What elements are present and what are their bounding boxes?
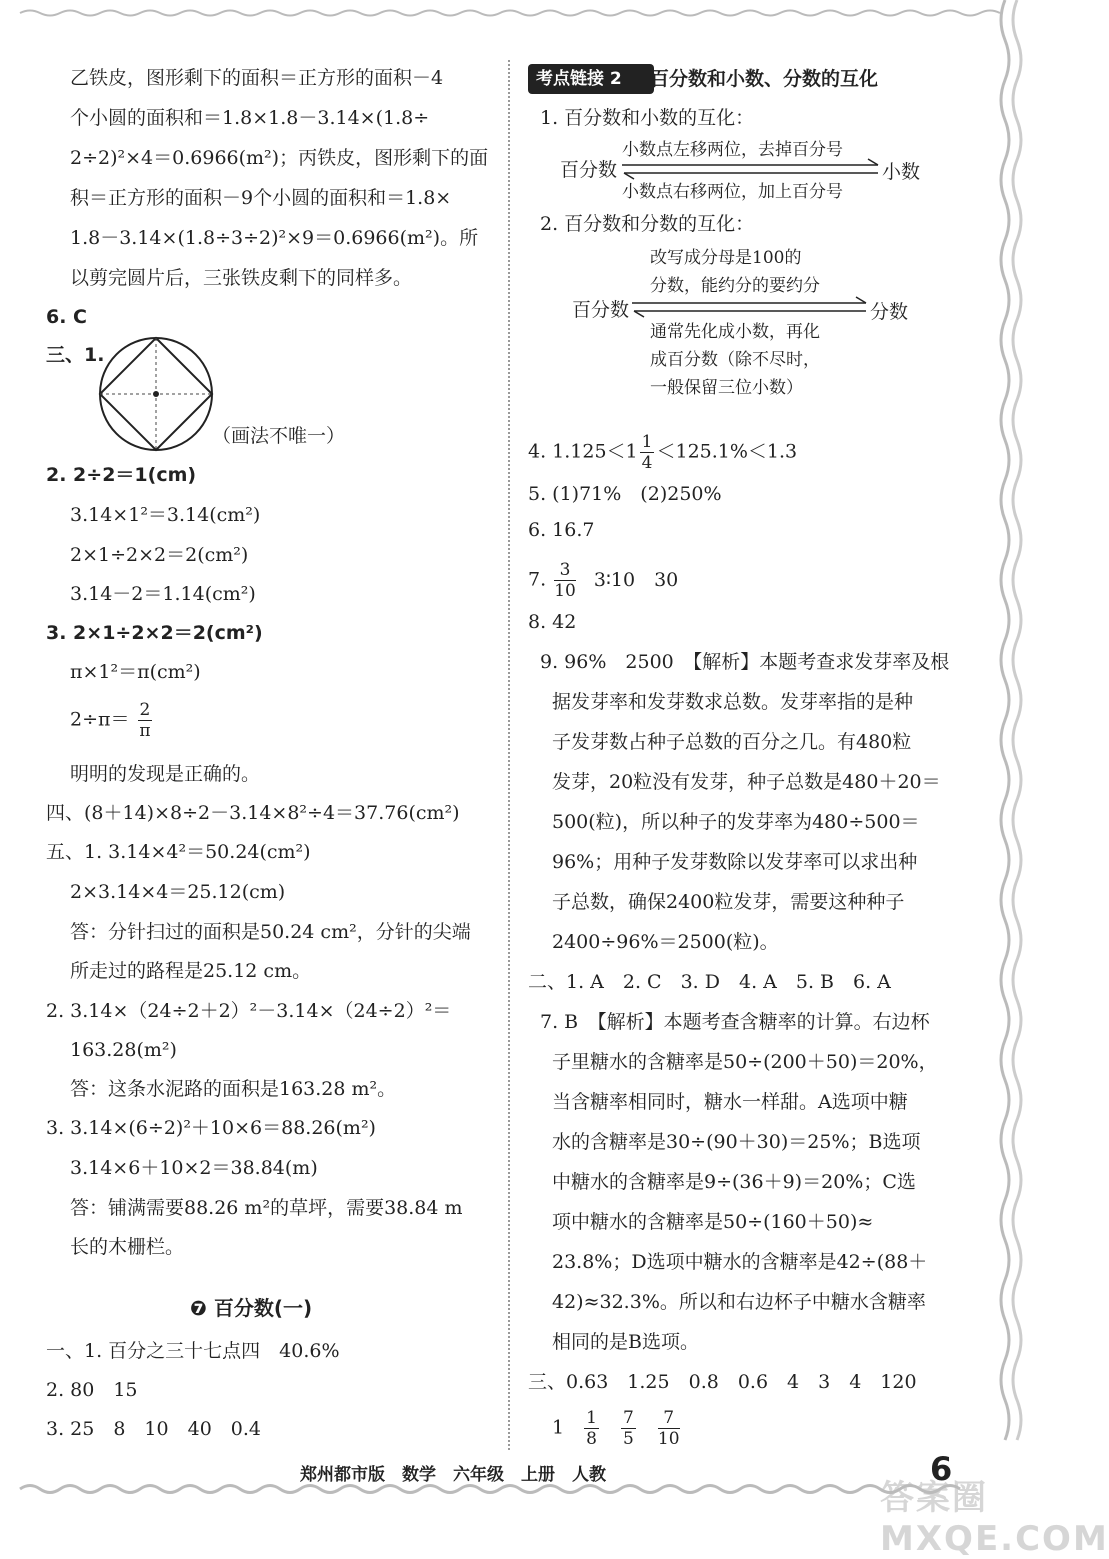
q4-fraction	[640, 432, 655, 473]
section-5-q3-line-4: 长的木栅栏。	[70, 1236, 185, 1258]
r-q6: 6. 16.7	[528, 519, 595, 541]
s3-f3-num: 7	[658, 1408, 680, 1429]
r-q27-line-9: 相同的是B选项。	[552, 1331, 699, 1353]
section-5-q2-line-3: 答：这条水泥路的面积是163.28 m²。	[70, 1078, 397, 1100]
s3-f2-den: 5	[623, 1429, 634, 1449]
double-arrow-icon-2	[630, 296, 870, 320]
arrow2-label-2: 分数，能约分的要约分	[650, 276, 820, 296]
section-5-q1-line-1: 五、1. 3.14×4²＝50.24(cm²)	[46, 841, 311, 863]
decimal-label: 小数	[882, 161, 921, 183]
section-5-q3-line-1: 3. 3.14×(6÷2)²＋10×6＝88.26(m²)	[46, 1117, 376, 1139]
column-divider	[508, 60, 510, 1450]
section-5-q3-line-2: 3.14×6＋10×2＝38.84(m)	[70, 1157, 318, 1179]
arrow-label-left-shift: 小数点左移两位，去掉百分号	[622, 140, 843, 160]
arrow2-label-4: 成百分数（除不尽时，	[650, 350, 820, 370]
r-q27-line-6: 项中糖水的含糖率是50÷(160＋50)≈	[552, 1211, 874, 1233]
left-line-5: 1.8－3.14×(1.8÷3÷2)²×9＝0.6966(m²)。所	[70, 227, 479, 249]
percent-label: 百分数	[560, 159, 618, 181]
circle-square-figure	[98, 336, 214, 452]
q3-expr: 2÷π＝	[70, 708, 130, 731]
q7-fraction	[554, 560, 576, 601]
left-line-3: 2÷2)²×4＝0.6966(m²)；丙铁皮，图形剩下的面	[70, 147, 489, 169]
r-q27-line-7: 23.8%；D选项中糖水的含糖率是42÷(88＋	[552, 1251, 928, 1273]
unit-q1: 一、1. 百分之三十七点四 40.6%	[46, 1340, 340, 1362]
right-border	[993, 0, 1033, 1536]
r-q9-line-6: 96%；用种子发芽数除以发芽率可以求出种	[552, 851, 918, 873]
left-line-2: 个小圆的面积和＝1.8×1.8－3.14×(1.8÷	[70, 107, 430, 129]
r-q27-line-8: 42)≈32.3%。所以和右边杯子中糖水含糖率	[552, 1291, 926, 1313]
r-q9-line-1: 9. 96% 2500 【解析】本题考查求发芽率及根	[540, 651, 950, 673]
s3-f1-den: 8	[586, 1429, 597, 1449]
r-q4	[528, 432, 797, 473]
section-5-q2-line-2: 163.28(m²)	[70, 1039, 177, 1061]
top-border	[20, 8, 1013, 18]
q7-den: 10	[554, 581, 576, 601]
section-5-q1-line-2: 2×3.14×4＝25.12(cm)	[70, 881, 286, 903]
r-q7	[528, 560, 678, 601]
q4-num: 1	[641, 432, 653, 452]
r-section-3-fractions	[552, 1408, 682, 1449]
s3-one: 1	[552, 1416, 565, 1439]
fraction-2-over-pi	[138, 700, 153, 741]
unit-q2: 2. 80 15	[46, 1379, 138, 1401]
q7-num: 3	[554, 560, 576, 581]
s3-frac-3	[658, 1408, 680, 1449]
r-q9-line-8: 2400÷96%＝2500(粒)。	[552, 931, 779, 953]
q2-line-4: 3.14－2＝1.14(cm²)	[70, 583, 256, 605]
q3-line-3	[70, 700, 154, 741]
left-line-6: 以剪完圆片后，三张铁皮剩下的同样多。	[70, 267, 413, 289]
q4-den: 4	[641, 453, 653, 473]
q2-line-3: 2×1÷2×2＝2(cm²)	[70, 544, 249, 566]
left-line-4: 积＝正方形的面积－9个小圆的面积和＝1.8×	[70, 187, 452, 209]
r-q27-line-2: 子里糖水的含糖率是50÷(200＋50)＝20%，	[552, 1051, 938, 1073]
s3-f3-den: 10	[657, 1429, 680, 1449]
arrow2-label-1: 改写成分母是100的	[650, 248, 802, 268]
q3-line-2: π×1²＝π(cm²)	[70, 661, 201, 683]
percent-label-2: 百分数	[572, 299, 630, 321]
q7-pre: 7.	[528, 568, 547, 591]
footer-info: 郑州都市版 数学 六年级 上册 人教	[300, 1465, 606, 1485]
r-q5: 5. (1)71% (2)250%	[528, 483, 722, 505]
double-arrow-icon	[620, 158, 882, 182]
arrow2-label-3: 通常先化成小数，再化	[650, 322, 820, 342]
r-q27-line-1: 7. B 【解析】本题考查含糖率的计算。右边杯	[540, 1011, 930, 1033]
section-5-q1-line-4: 所走过的路程是25.12 cm。	[70, 960, 312, 982]
topic-title: 百分数和小数、分数的互化	[650, 68, 879, 90]
section-5-q3-line-3: 答：铺满需要88.26 m²的草坪，需要38.84 m	[70, 1197, 463, 1219]
r-q27-line-5: 中糖水的含糖率是9÷(36＋9)＝20%；C选	[552, 1171, 916, 1193]
q7-post: 3∶10 30	[593, 568, 679, 591]
topic-point-1: 1. 百分数和小数的互化：	[540, 107, 755, 129]
arrow-label-right-shift: 小数点右移两位，加上百分号	[622, 182, 843, 202]
topic-link-tag: 考点链接 2	[528, 64, 654, 94]
r-q9-line-3: 子发芽数占种子总数的百分之几。有480粒	[552, 731, 912, 753]
section-3-q1: 三、1.	[46, 344, 105, 366]
r-q27-line-3: 当含糖率相同时，糖水一样甜。A选项中糖	[552, 1091, 908, 1113]
s3-frac-1	[584, 1408, 599, 1449]
r-section-3: 三、0.63 1.25 0.8 0.6 4 3 4 120	[528, 1371, 917, 1393]
section-5-q2-line-1: 2. 3.14×（24÷2＋2）²－3.14×（24÷2）²＝	[46, 1000, 452, 1022]
s3-frac-2	[621, 1408, 636, 1449]
r-q9-line-4: 发芽，20粒没有发芽，种子总数是480＋20＝	[552, 771, 941, 793]
q4-pre: 4. 1.125＜1	[528, 440, 638, 463]
r-q9-line-7: 子总数，确保2400粒发芽，需要这种种子	[552, 891, 905, 913]
fraction-label: 分数	[870, 301, 909, 323]
q3-conclusion: 明明的发现是正确的。	[70, 763, 261, 785]
unit-title: ❼ 百分数(一)	[190, 1296, 313, 1320]
r-q8: 8. 42	[528, 611, 577, 633]
r-q9-line-2: 据发芽率和发芽数求总数。发芽率指的是种	[552, 691, 914, 713]
left-line-1: 乙铁皮，图形剩下的面积＝正方形的面积－4	[70, 67, 444, 89]
page-number: 6	[930, 1450, 953, 1488]
topic-point-2: 2. 百分数和分数的互化：	[540, 213, 755, 235]
q4-post: ＜125.1%＜1.3	[656, 440, 798, 463]
section-4-answer: 四、(8＋14)×8÷2－3.14×8²÷4＝37.76(cm²)	[46, 802, 460, 824]
r-q9-line-5: 500(粒)，所以种子的发芽率为480÷500＝	[552, 811, 920, 833]
q2-line-1: 2. 2÷2＝1(cm)	[46, 464, 197, 486]
fraction-numerator: 2	[139, 700, 151, 720]
fraction-denominator: π	[139, 721, 151, 741]
r-section-2: 二、1. A 2. C 3. D 4. A 5. B 6. A	[528, 971, 891, 993]
s3-f2-num: 7	[623, 1408, 634, 1428]
unit-q3: 3. 25 8 10 40 0.4	[46, 1418, 262, 1440]
arrow2-label-5: 一般保留三位小数）	[650, 378, 803, 398]
section-5-q1-line-3: 答：分针扫过的面积是50.24 cm²，分针的尖端	[70, 921, 471, 943]
q2-line-2: 3.14×1²＝3.14(cm²)	[70, 504, 261, 526]
watermark-logo: 答案圈 MXQE.COM	[880, 1478, 1109, 1559]
r-q27-line-4: 水的含糖率是30÷(90＋30)＝25%；B选项	[552, 1131, 921, 1153]
s3-f1-num: 1	[586, 1408, 597, 1428]
q3-line-1: 3. 2×1÷2×2＝2(cm²)	[46, 622, 263, 644]
answer-6: 6. C	[46, 306, 87, 328]
drawing-note: （画法不唯一）	[212, 425, 346, 447]
